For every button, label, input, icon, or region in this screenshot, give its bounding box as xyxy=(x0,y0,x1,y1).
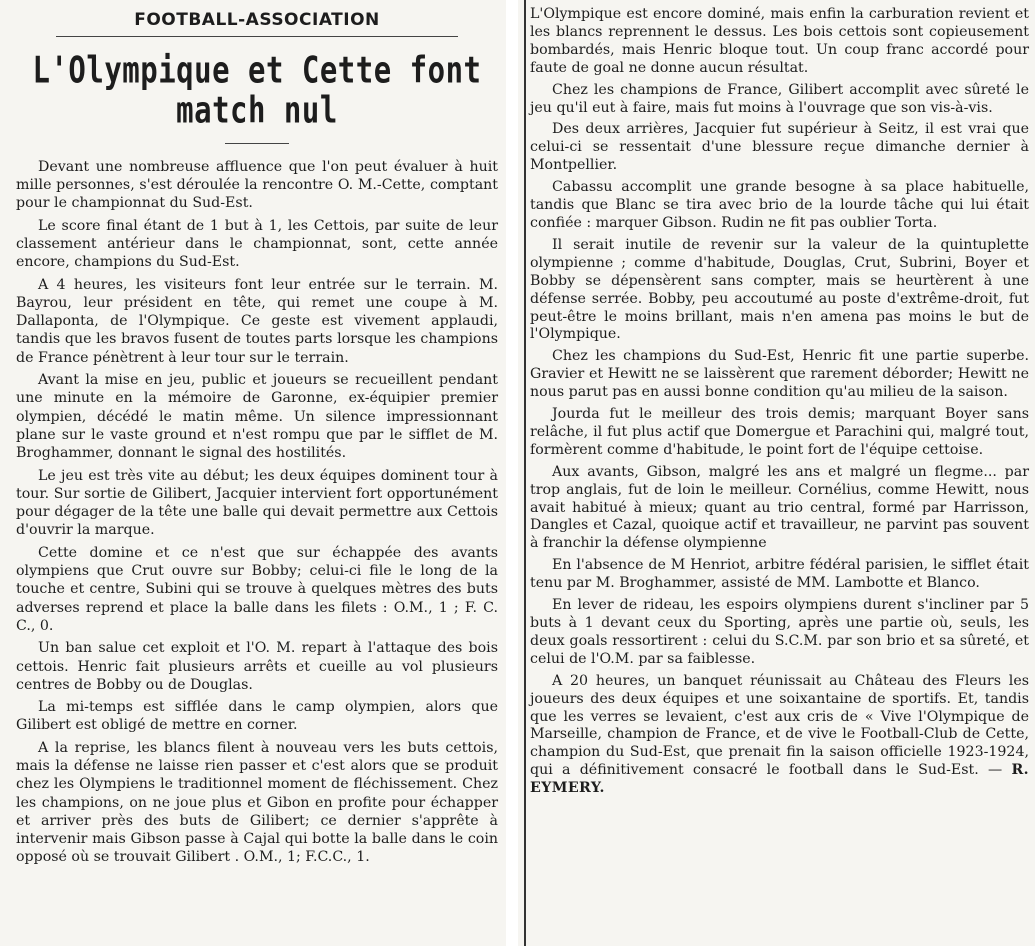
paragraph: La mi-temps est sifflée dans le camp olympien, alors que Gilibert est obligé de mettre en corner. xyxy=(16,699,498,734)
paragraph: Cette domine et ce n'est que sur échappée des avants olympiens que Crut ouvre sur Bobby; celui-ci file le long de la touche et centre, Subini qui se trouve à quelques mètres des buts adverses reprend et place la balle dans les filets : O.M., 1 ; F. C. C., 0. xyxy=(16,544,498,634)
paragraph: Le jeu est très vite au début; les deux équipes dominent tour à tour. Sur sortie de Gilibert, Jacquier intervient fort opportunément pour dégager de la tête une balle qui devait permettre aux Cettois d'ouvrir la marque. xyxy=(16,467,498,539)
paragraph: L'Olympique est encore dominé, mais enfin la carburation revient et les blancs reprennent le dessus. Les bois cettois sont copieusement bombardés, mais Henric bloque tout. Un coup franc accordé pour faute de goal ne donne aucun résultat. xyxy=(530,6,1029,76)
headline-divider xyxy=(225,143,289,144)
paragraph: Chez les champions de France, Gilibert accomplit avec sûreté le jeu qu'il eut à faire, mais fut moins à l'ouvrage que son vis-à-vis. xyxy=(530,81,1029,116)
right-column xyxy=(518,0,1035,946)
final-paragraph-text: A 20 heures, un banquet réunissait au Château des Fleurs les joueurs des deux équipes et une soixantaine de sportifs. Et, tandis que les verres se levaient, c'est aux cris de « Vive l'Olympique de Marseille, champion de France, et de vive le Football-Club de Cette, champion du Sud-Est, que prenait fin la saison officielle 1923-1924, qui a définitivement consacré le football dans le Sud-Est. — xyxy=(530,672,1029,779)
paragraph: En l'absence de M Henriot, arbitre fédéral parisien, le sifflet était tenu par M. Broghammer, assisté de MM. Lambotte et Blanco. xyxy=(530,557,1029,592)
article-headline: L'Olympique et Cette font match nul xyxy=(32,48,482,131)
paragraph: Le score final étant de 1 but à 1, les Cettois, par suite de leur classement antérieur dans le championnat, sont, cette année encore, champions du Sud-Est. xyxy=(16,217,498,271)
paragraph: Un ban salue cet exploit et l'O. M. repart à l'attaque des bois cettois. Henric fait plusieurs arrêts et cueille au vol plusieurs centres de Bobby ou de Douglas. xyxy=(16,640,498,693)
section-heading: FOOTBALL-ASSOCIATION xyxy=(134,10,380,30)
paragraph: A la reprise, les blancs filent à nouveau vers les buts cettois, mais la défense ne laisse rien passer et c'est alors que se produit chez les Olympiens le traditionnel moment de fléchissement. Chez les champions, on ne joue plus et Gibon en profite pour échapper et arriver près des buts de Gilibert; ce dernier s'apprête à intervenir mais Gibson passe à Cajal qui botte la balle dans le coin opposé où se trouvait Gilibert . O.M., 1; F.C.C., 1. xyxy=(16,739,498,866)
author-signature: R. EYMERY. xyxy=(530,762,1029,797)
paragraph: Il serait inutile de revenir sur la valeur de la quintuplette olympienne ; comme d'habitude, Douglas, Crut, Subrini, Boyer et Bobby se dépensèrent sans compter, mais se heurtèrent à une défense serrée. Bobby, peu accoutumé au poste d'extrême-droit, fut peut-être le moins brillant, mais n'en amena pas moins le but de l'Olympique. xyxy=(530,236,1029,343)
paragraph: Cabassu accomplit une grande besogne à sa place habituelle, tandis que Blanc se tira avec brio de la lourde tâche qui lui était confiée : marquer Gibson. Rudin ne fit pas oublier Torta. xyxy=(530,179,1029,231)
paragraph: En lever de rideau, les espoirs olympiens durent s'incliner par 5 buts à 1 devant ceux du Sporting, après une partie où, seuls, les deux goals ressortirent : celui du S.C.M. par son brio et sa sûreté, et celui de l'O.M. par sa faiblesse. xyxy=(530,597,1029,667)
column-gap xyxy=(506,0,518,946)
paragraph: Avant la mise en jeu, public et joueurs se recueillent pendant une minute en la mémoire de Garonne, ex-équipier premier olympien, décédé le matin même. Un silence impressionnant plane sur le vaste ground et n'est rompu que par le sifflet de M. Broghammer, donnant le signal des hostilités. xyxy=(16,372,498,462)
paragraph: A 4 heures, les visiteurs font leur entrée sur le terrain. M. Bayrou, leur président en tête, qui remet une coupe à M. Dallaponta, de l'Olympique. Ce geste est vivement applaudi, tandis que les bravos fusent de toutes parts lorsque les champions de France pénètrent à leur tour sur le terrain. xyxy=(16,276,498,366)
final-paragraph xyxy=(530,673,1029,798)
section-divider xyxy=(56,36,458,37)
paragraph: Des deux arrières, Jacquier fut supérieur à Seitz, il est vrai que celui-ci se ressentait d'une blessure reçue dimanche dernier à Montpellier. xyxy=(530,121,1029,174)
left-column xyxy=(0,0,506,946)
paragraph: Aux avants, Gibson, malgré les ans et malgré un flegme... par trop anglais, fut de loin le meilleur. Cornélius, comme Hewitt, nous avait habitué à mieux; quant au trio central, formé par Harrisson, Dangles et Cazal, quoique actif et travailleur, ne parvint pas souvent à franchir la défense olympienne xyxy=(530,463,1029,552)
paragraph: Chez les champions du Sud-Est, Henric fit une partie superbe. Gravier et Hewitt ne se laissèrent que rarement déborder; Hewitt ne nous parut pas en aussi bonne condition qu'au milieu de la saison. xyxy=(530,348,1029,401)
paragraph: Devant une nombreuse affluence que l'on peut évaluer à huit mille personnes, s'est déroulée la rencontre O. M.-Cette, comptant pour le championnat du Sud-Est. xyxy=(16,158,498,212)
paragraph: Jourda fut le meilleur des trois demis; marquant Boyer sans relâche, il fut plus actif que Domergue et Parachini qui, malgré tout, formèrent comme d'habitude, le point fort de l'équipe cettoise. xyxy=(530,406,1029,458)
column-rule xyxy=(524,0,526,946)
